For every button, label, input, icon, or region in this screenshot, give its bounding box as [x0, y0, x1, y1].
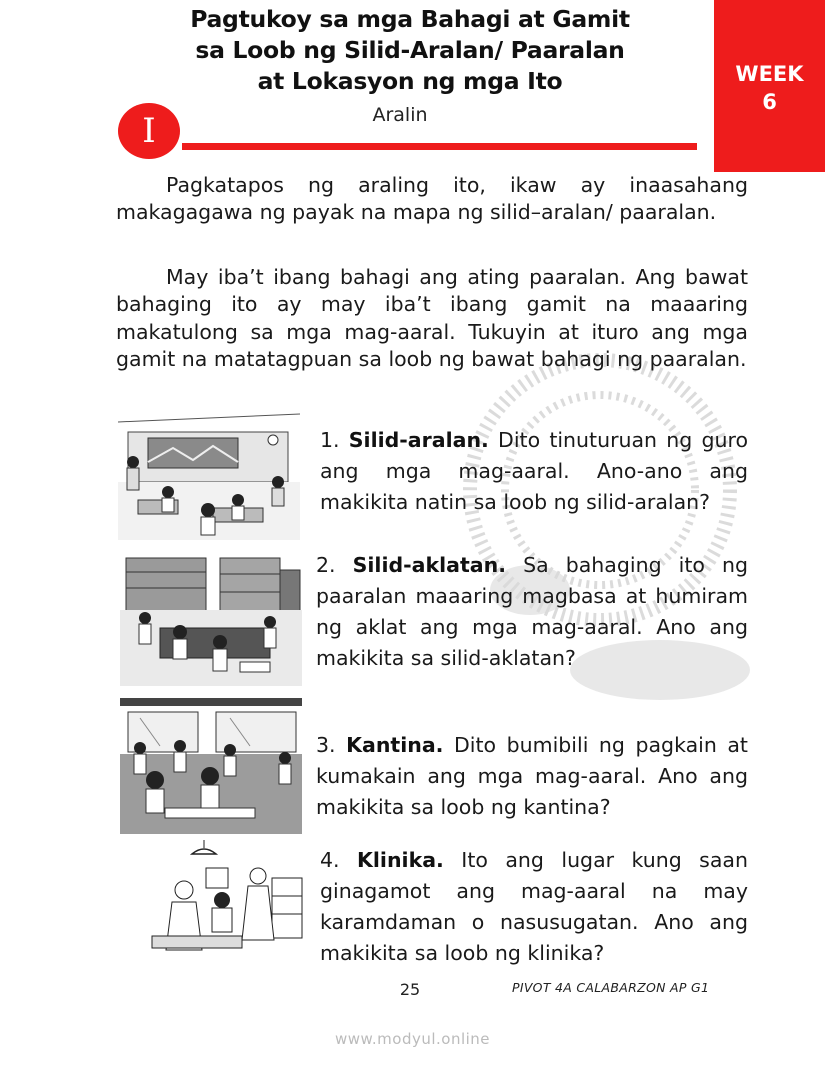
item-term: Klinika.	[357, 848, 444, 872]
item-term: Kantina.	[346, 733, 444, 757]
item-number: 1.	[320, 428, 340, 452]
item-number: 4.	[320, 848, 340, 872]
list-item	[320, 845, 748, 969]
week-label: WEEK	[735, 62, 804, 86]
intro-paragraph-1: Pagkatapos ng araling ito, ikaw ay inaasahang makagagawa ng payak na mapa ng silid–aralan/ paaralan.	[116, 173, 748, 225]
section-divider	[182, 143, 697, 150]
week-badge	[714, 0, 825, 172]
intro-paragraph-2: May iba’t ibang bahagi ang ating paaralan. Ang bawat bahaging ito ay may iba’t ibang gamit na maaaring makatulong sa mga mag-aaral. Tukuyin at ituro ang mga gamit na matatagpuan sa loob ng bawat bahagi ng paaralan.	[116, 265, 748, 371]
item-text: Dito bumibili ng pagkain at kumakain ang mga mag-aaral. Ano ang makikita sa loob ng kantina?	[316, 733, 748, 819]
list-item	[316, 730, 748, 823]
website-watermark: www.modyul.online	[334, 1030, 491, 1048]
week-number: 6	[762, 90, 777, 114]
item-text: Sa bahaging ito ng paaralan maaaring magbasa at humiram ng aklat ang mga mag-aaral. Ano ang makikita sa silid-aklatan?	[316, 553, 748, 670]
library-illustration	[120, 550, 302, 686]
pivot-label: PIVOT 4A CALABARZON AP G1	[512, 980, 710, 995]
list-item	[316, 550, 748, 674]
title-line-3: at Lokasyon ng mga Ito	[257, 67, 563, 95]
item-text: Ito ang lugar kung saan ginagamot ang mag-aaral na may karamdaman o nasusugatan. Ano ang makikita sa loob ng klinika?	[320, 848, 748, 965]
title-line-1: Pagtukoy sa mga Bahagi at Gamit	[190, 5, 630, 33]
clinic-illustration	[122, 840, 304, 970]
title-line-2: sa Loob ng Silid-Aralan/ Paaralan	[195, 36, 625, 64]
classroom-illustration	[118, 412, 300, 540]
item-term: Silid-aralan.	[348, 428, 489, 452]
section-name: Aralin	[372, 104, 428, 126]
list-item	[320, 425, 748, 518]
canteen-illustration	[120, 698, 302, 834]
page-title	[150, 4, 670, 97]
section-letter-badge: I	[118, 103, 180, 159]
item-term: Silid-aklatan.	[352, 553, 507, 577]
item-number: 2.	[316, 553, 336, 577]
item-text: Dito tinuturuan ng guro ang mga mag-aaral. Ano-ano ang makikita natin sa loob ng silid-aralan?	[320, 428, 748, 514]
page-number: 25	[399, 980, 421, 999]
item-number: 3.	[316, 733, 336, 757]
